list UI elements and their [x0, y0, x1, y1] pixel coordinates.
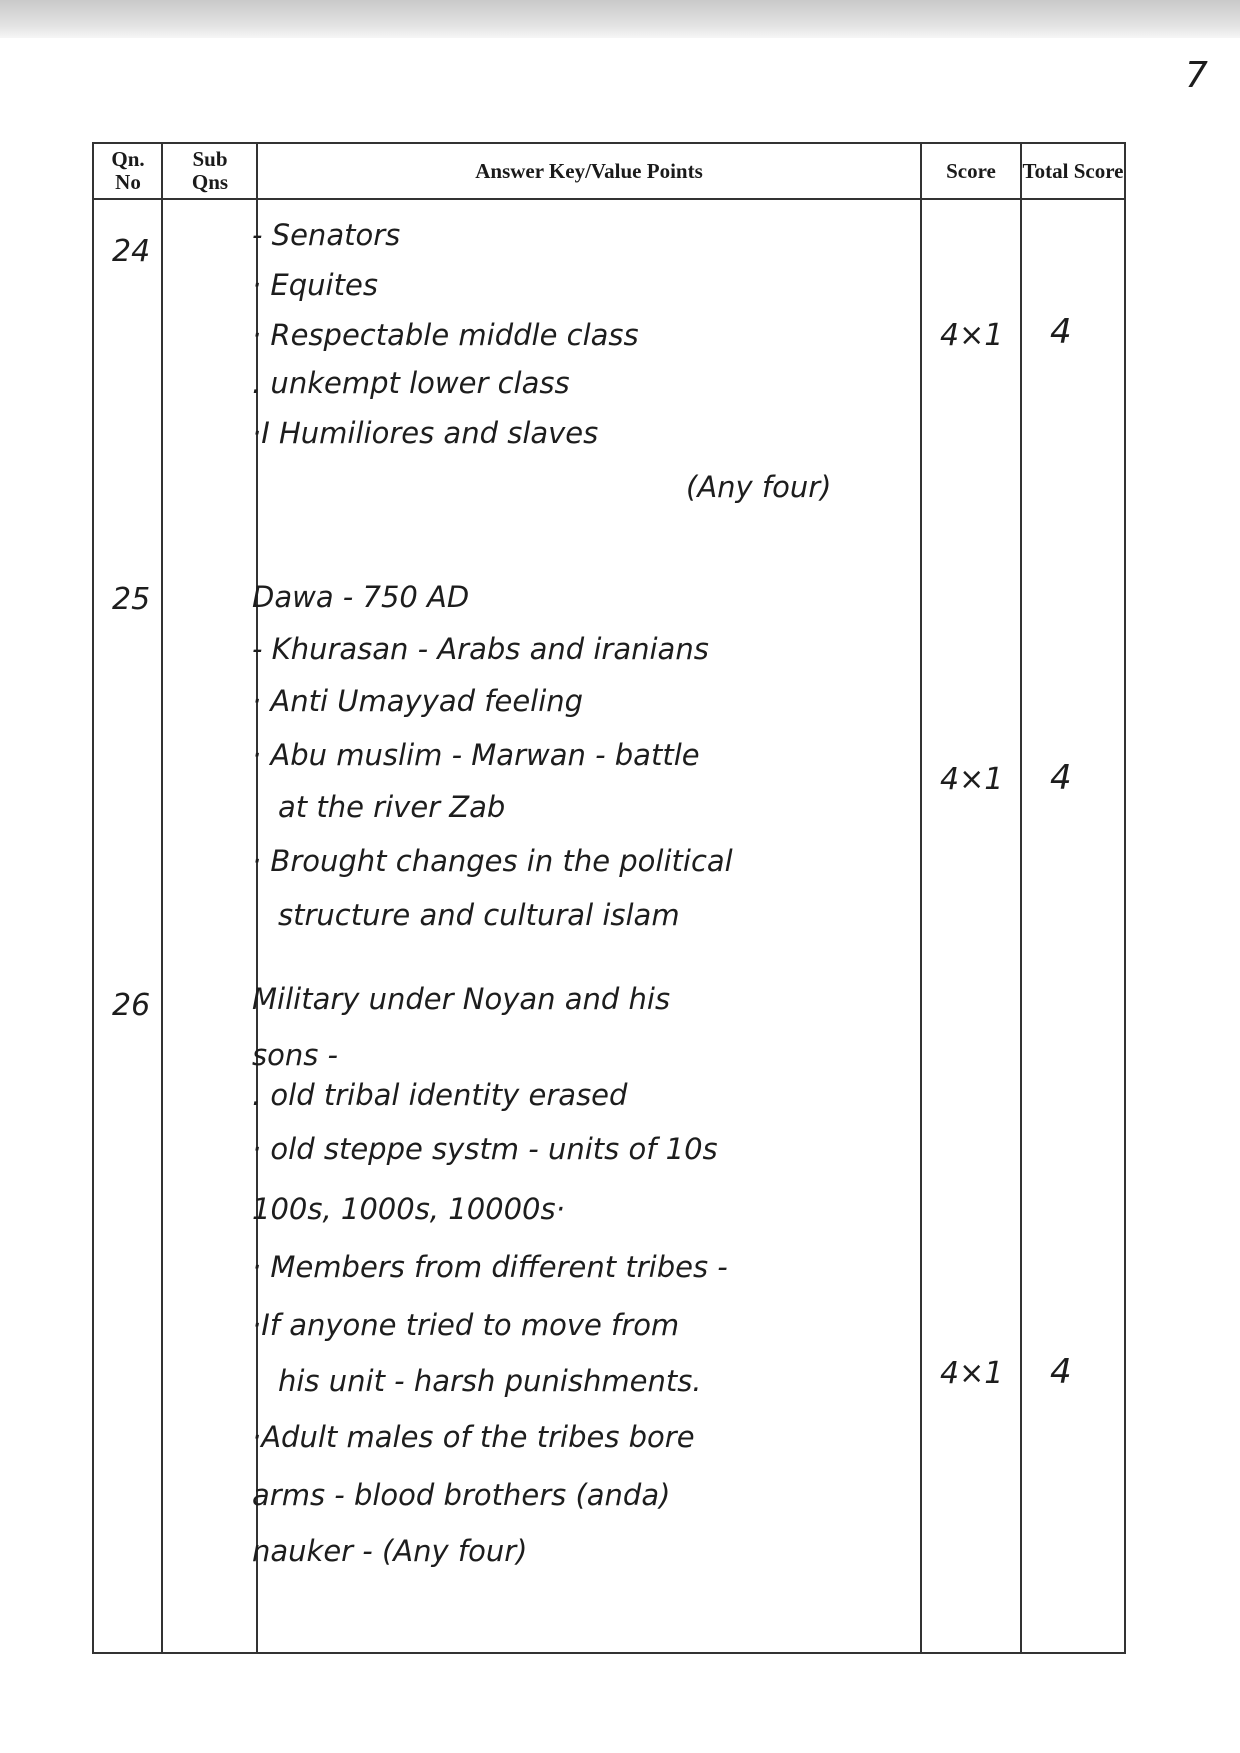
- question-number: 26: [112, 988, 151, 1023]
- answer-line: · Abu muslim - Marwan - battle: [252, 738, 700, 772]
- answer-line: 100s, 1000s, 10000s·: [252, 1192, 565, 1226]
- table-border-left: [92, 142, 94, 1654]
- header-total-score: Total Score: [1022, 158, 1124, 183]
- total-score: 4: [1050, 758, 1072, 798]
- page-number: 7: [1185, 55, 1208, 96]
- score: 4×1: [940, 1356, 1004, 1391]
- answer-line: structure and cultural islam: [278, 898, 680, 932]
- question-number: 24: [112, 234, 151, 269]
- header-answer-key: Answer Key/Value Points: [475, 158, 703, 183]
- table-border-bottom: [92, 1652, 1126, 1654]
- column-divider: [1020, 142, 1022, 1654]
- column-divider: [920, 142, 922, 1654]
- answer-line: ·Adult males of the tribes bore: [252, 1420, 695, 1454]
- total-score: 4: [1050, 312, 1072, 352]
- answer-line: Military under Noyan and his: [252, 982, 671, 1016]
- answer-line: - Khurasan - Arabs and iranians: [252, 632, 709, 666]
- answer-line: ·If anyone tried to move from: [252, 1308, 680, 1342]
- answer-line: his unit - harsh punishments.: [278, 1364, 702, 1398]
- score: 4×1: [940, 762, 1004, 797]
- answer-line: nauker - (Any four): [252, 1534, 528, 1568]
- answer-line: . old tribal identity erased: [252, 1078, 628, 1112]
- answer-line: . unkempt lower class: [252, 366, 570, 400]
- answer-line: - Senators: [252, 218, 401, 252]
- table-border-right: [1124, 142, 1126, 1654]
- answer-line: · Brought changes in the political: [252, 844, 733, 878]
- answer-line: sons -: [252, 1038, 339, 1072]
- answer-line: ·I Humiliores and slaves: [252, 416, 599, 450]
- answer-line: · Respectable middle class: [252, 318, 639, 352]
- header-score: Score: [946, 158, 996, 183]
- question-number: 25: [112, 582, 151, 617]
- answer-line: · Equites: [252, 268, 378, 302]
- answer-line: at the river Zab: [278, 790, 506, 824]
- answer-line: Dawa - 750 AD: [252, 580, 470, 614]
- answer-line: arms - blood brothers (anda): [252, 1478, 671, 1512]
- header-divider: [92, 198, 1126, 200]
- answer-key-table: [92, 142, 1126, 1654]
- column-divider: [161, 142, 163, 1654]
- answer-line: · old steppe systm - units of 10s: [252, 1132, 718, 1166]
- score: 4×1: [940, 318, 1004, 353]
- answer-note: (Any four): [686, 470, 832, 504]
- total-score: 4: [1050, 1352, 1072, 1392]
- answer-line: · Members from different tribes -: [252, 1250, 728, 1284]
- scan-shadow: [0, 0, 1240, 38]
- header-qn-no: Qn. No: [111, 147, 145, 194]
- answer-line: · Anti Umayyad feeling: [252, 684, 584, 718]
- header-sub-qns: Sub Qns: [191, 147, 229, 194]
